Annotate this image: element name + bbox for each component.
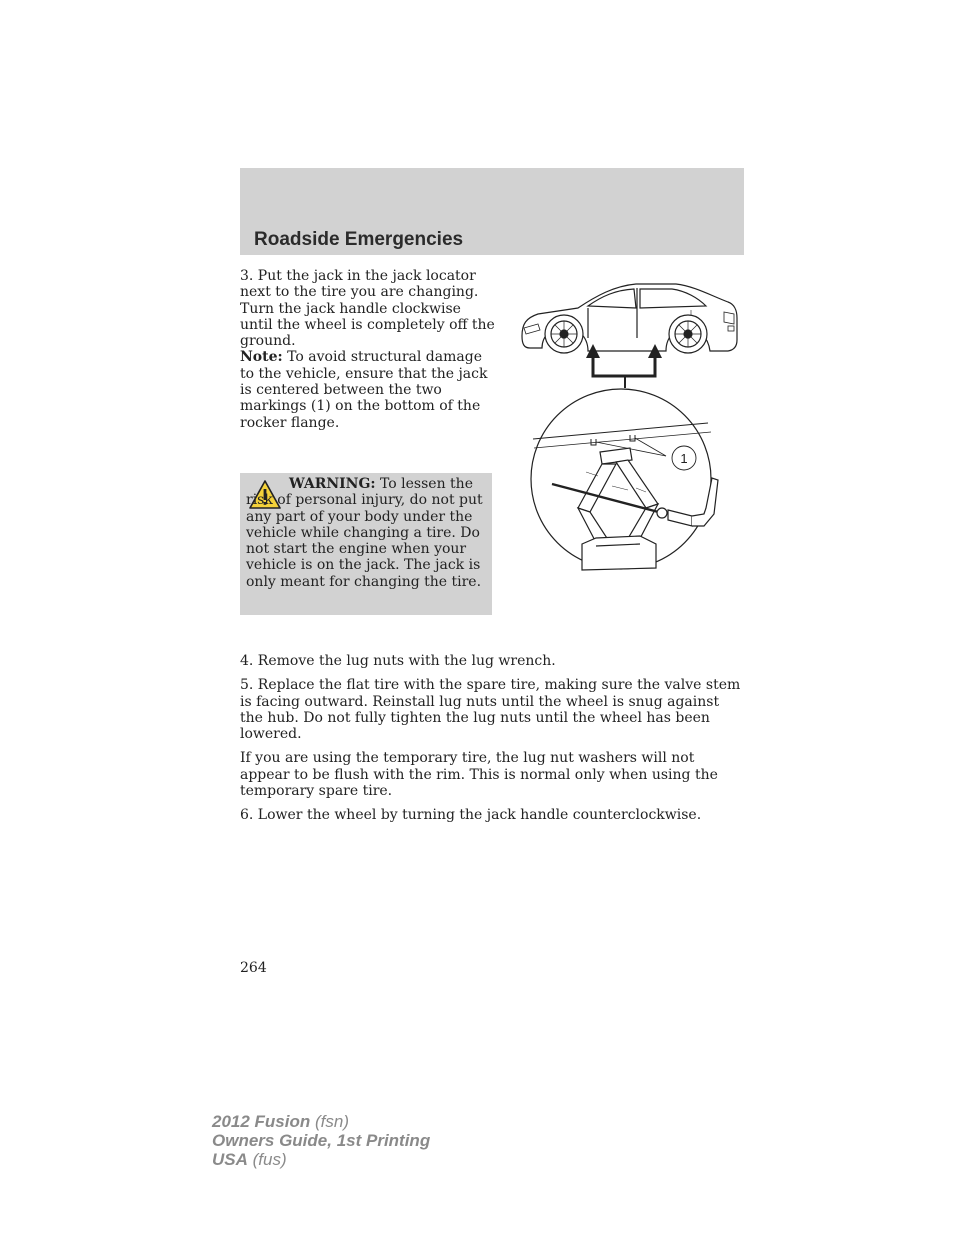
warning-label: WARNING:	[289, 476, 376, 492]
step-3-text: 3. Put the jack in the jack locator next to the tire you are changing. Turn the jack handle clockwise until the wheel is completely off the ground.	[240, 268, 495, 350]
document-footer	[212, 1112, 430, 1169]
note-text: To avoid structural damage to the vehicle, ensure that the jack is centered between the two markings (1) on the bottom of the rocker flange.	[240, 349, 488, 431]
warning-text-block	[246, 476, 488, 590]
footer-market-code: (fus)	[247, 1150, 287, 1169]
instruction-steps	[240, 653, 746, 832]
step-5-text: 5. Replace the flat tire with the spare tire, making sure the valve stem is facing outward. Reinstall lug nuts until the wheel is snug against the hub. Do not fully tighten the lug nuts until the wheel has been lowered.	[240, 677, 741, 743]
section-title: Roadside Emergencies	[254, 229, 464, 250]
jack-detail-circle	[531, 389, 718, 570]
car-side-view	[522, 284, 737, 353]
footer-model-code: (fsn)	[310, 1112, 349, 1131]
step-3-block	[240, 268, 496, 431]
footer-model: 2012 Fusion	[212, 1112, 311, 1131]
jack-placement-illustration	[516, 276, 742, 580]
page-number: 264	[240, 960, 267, 976]
note-label: Note:	[240, 349, 283, 366]
callout-number: 1	[680, 451, 688, 466]
temporary-tire-note: If you are using the temporary tire, the lug nut washers will not appear to be flush with the rim. This is normal only when using the temporary spare tire.	[240, 750, 718, 800]
footer-guide: Owners Guide, 1st Printing	[212, 1131, 431, 1150]
warning-box	[240, 473, 492, 615]
step-4-text: 4. Remove the lug nuts with the lug wrench.	[240, 653, 556, 669]
warning-text: To lessen the risk of personal injury, do not put any part of your body under the vehicle while changing a tire. Do not start the engine when your vehicle is on the jack. The jack is only meant for changing the tire.	[246, 476, 483, 590]
step-6-text: 6. Lower the wheel by turning the jack handle counterclockwise.	[240, 807, 702, 824]
footer-market: USA	[212, 1150, 248, 1169]
section-header	[240, 168, 744, 255]
